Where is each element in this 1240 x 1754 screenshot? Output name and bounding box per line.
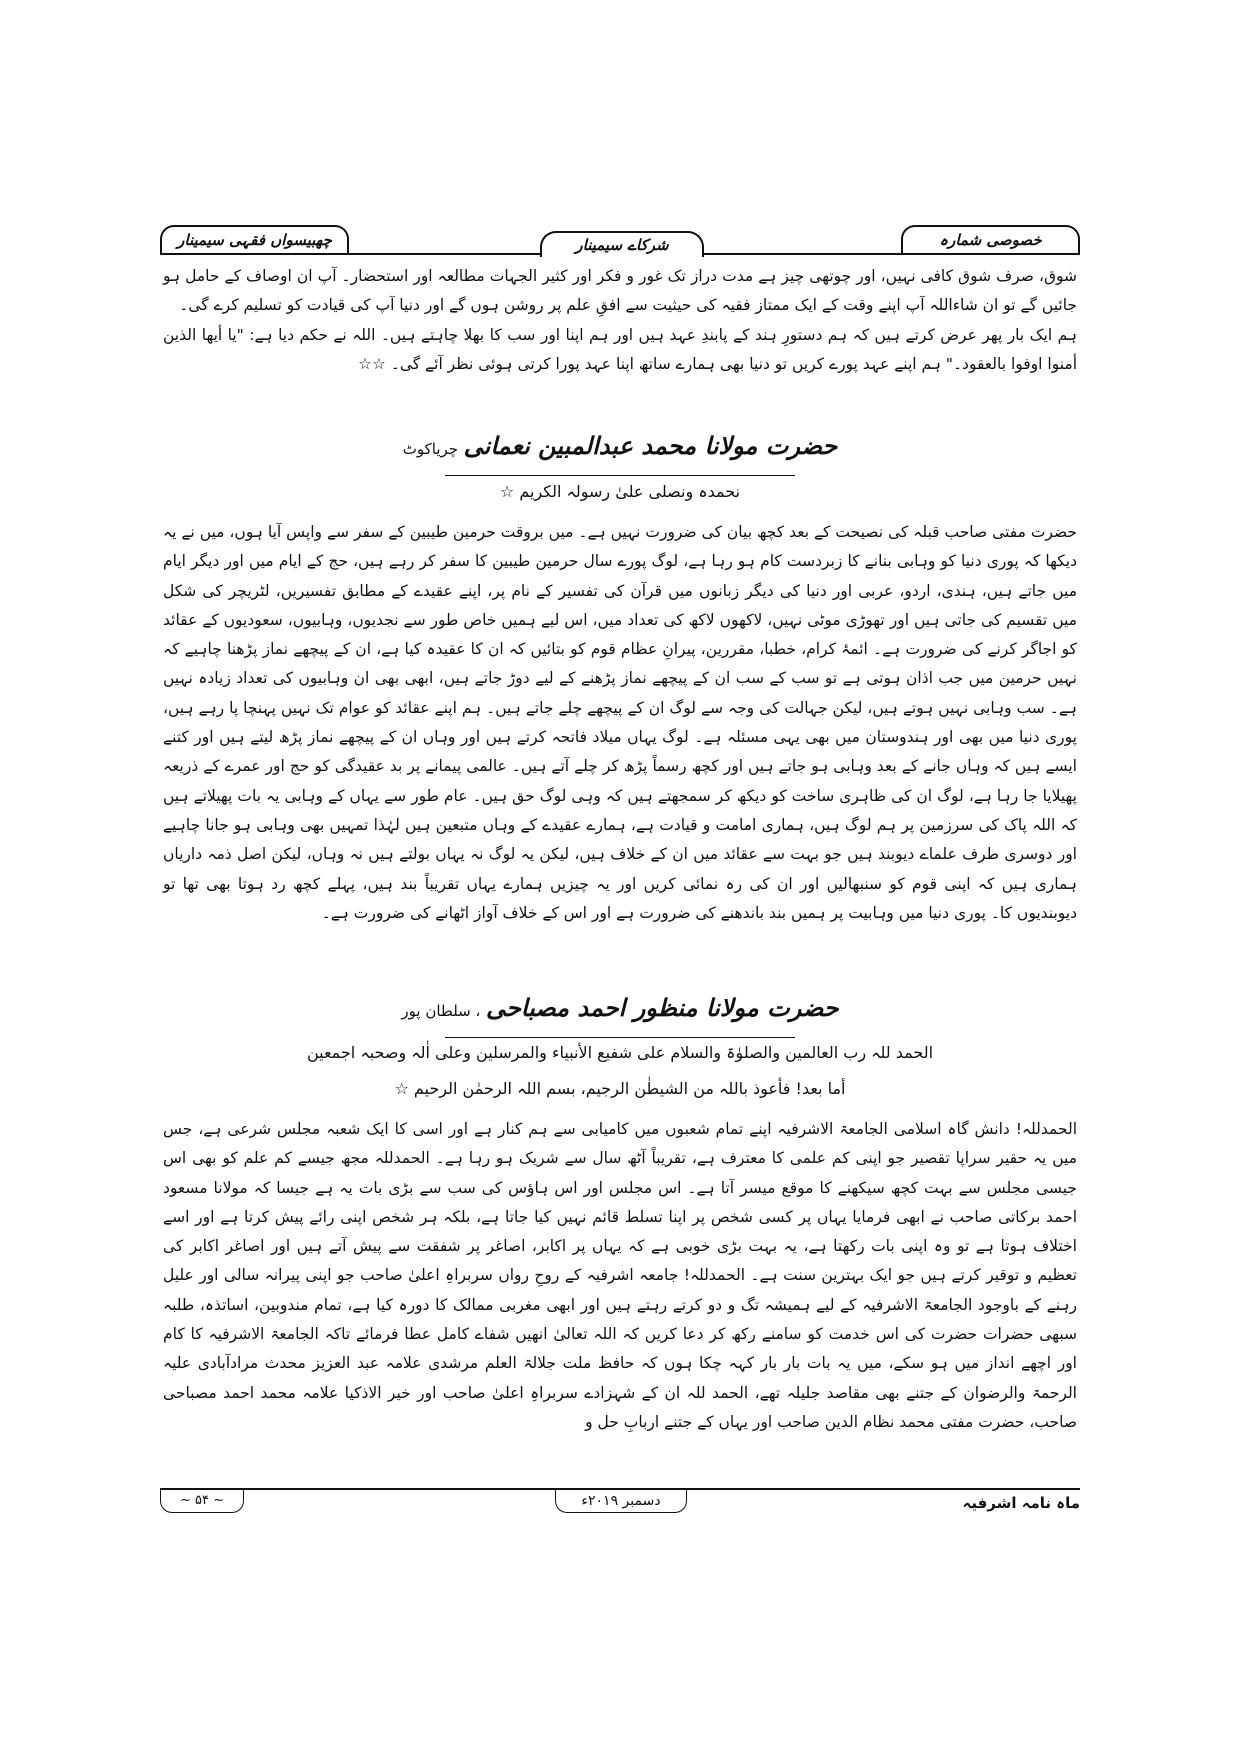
heading-rule [445,475,795,476]
magazine-title: ماہ نامہ اشرفیہ [962,1494,1080,1512]
speaker-2-invocation: الحمد للہ رب العالمین والصلوٰۃ والسلام علی شفیع الأنبیاء والمرسلین وعلی اٰلہ وصحبہ اجمعین [306,1043,934,1062]
speaker-1-name: حضرت مولانا محمد عبدالمبین نعمانی [463,432,838,460]
speaker-1-invocation: نحمدہ ونصلی علیٰ رسولہ الکریم ☆ [499,482,741,501]
speaker-2-heading [163,994,1077,1022]
paragraph: ہم ایک بار پھر عرض کرتے ہیں کہ ہم دستورِ ہند کے پابندِ عہد ہیں اور ہم اپنا اور سب کا بھلا چاہتے ہیں۔ اللہ نے حکم دیا ہے: "یا أیھا الذین أمنوا اوفوا بالعقود۔" ہم اپنے عہد پورے کریں تو دنیا بھی ہمارے ساتھ اپنا عہد پورا کرتی ہوئی نظر آئے گی۔ ☆☆ [163,325,1077,373]
page-header [160,223,1080,259]
issue-type-tab: خصوصی شمارہ [901,225,1080,253]
heading-rule [445,1037,795,1038]
page-footer [160,1488,1080,1518]
speaker-2-invocation-2: أما بعد! فأعوذ باللہ من الشیطٰن الرجیم، بسم اللہ الرحمٰن الرحیم ☆ [394,1079,846,1098]
page-number: ~ ۵۴ ~ [160,1490,244,1513]
seminar-title-tab: چھبیسواں فقہی سیمینار [160,225,349,253]
speaker-2-place: ، سلطان پور [401,1002,481,1020]
paragraph: شوق، صرف شوق کافی نہیں، اور چوتھی چیز ہے مدت دراز تک غور و فکر اور کثیر الجہات مطالعہ اور استحضار۔ آپ ان اوصاف کے حامل ہو جائیں گے تو ان شاءاللہ آپ اپنے وقت کے ایک ممتاز فقیہ کی حیثیت سے افقِ علم پر روشن ہوں گے اور دنیا آپ کی قیادت کو تسلیم کرے گی۔ [163,267,1077,315]
paragraph: حضرت مفتی صاحب قبلہ کی نصیحت کے بعد کچھ بیان کی ضرورت نہیں ہے۔ میں بروقت حرمین طیبین کے سفر سے واپس آیا ہوں، میں نے یہ دیکھا کہ پوری دنیا کو وہابی بنانے کا زبردست کام ہو رہا ہے، لوگ پورے سال حرمین طیبین کا سفر کر رہے ہیں، حج کے ایام میں اور دیگر ایام میں جاتے ہیں، ہندی، اردو، عربی اور دنیا کی دیگر زبانوں میں قرآن کی تفسیر کے نام پر، اپنے عقیدے کے مطابق تفسیریں، لٹریچر کی شکل میں تقسیم کی جاتی ہیں اور تھوڑی موٹی نہیں، لاکھوں لاکھ کی تعداد میں، اس لیے ہمیں خاص طور سے نجدیوں، وہابیوں، سعودیوں کے عقائد کو اجاگر کرنے کی ضرورت ہے۔ ائمۂ کرام، خطبا، مقررین، پیرانِ عظام قوم کو بتائیں کہ ان کا عقیدہ کیا ہے، ان کے پیچھے نماز پڑھنا چاہیے کہ نہیں حرمین میں جب اذان ہوتی ہے تو سب کے سب ان کے پیچھے نماز پڑھنے کے لیے دوڑ جاتے ہیں، ابھی بھی ان وہابیوں کی تعداد زیادہ نہیں ہے۔ سب وہابی نہیں ہوتے ہیں، لیکن جہالت کی وجہ سے لوگ ان کے پیچھے چلے جاتے ہیں۔ ہم اپنے عقائد کو عوام تک نہیں پہنچا پا رہے ہیں، پوری دنیا میں بھی اور ہندوستان میں بھی یہی مسئلہ ہے۔ لوگ یہاں میلاد فاتحہ کرتے ہیں اور وہاں ان کے پیچھے نماز پڑھ لیتے ہیں اور کتنے ایسے ہیں کہ وہاں جانے کے بعد وہابی ہو جاتے ہیں اور کچھ رسماً پڑھ کر چلے آتے ہیں۔ عالمی پیمانے پر بد عقیدگی کو حج اور عمرے کے ذریعہ پھیلایا جا رہا ہے، لوگ ان کی ظاہری ساخت کو دیکھ کر سمجھتے ہیں کہ وہی لوگ حق ہیں۔ عام طور سے یہاں کے وہابی یہ بات پھیلاتے ہیں کہ اللہ پاک کی سرزمین پر ہم لوگ ہیں، ہماری امامت و قیادت ہے، ہمارے عقیدے کے وہاں متبعین ہیں لہٰذا تمہیں بھی وہابی ہو جانا چاہیے اور دوسری طرف علماے دیوبند ہیں جو بہت سے عقائد میں ان کے خلاف ہیں، لیکن یہ لوگ نہ یہاں بولتے ہیں نہ وہاں، لیکن اصل ذمہ داریاں ہماری ہیں کہ اپنی قوم کو سنبھالیں اور ان کی رہ نمائی کریں اور یہ چیزیں ہمارے یہاں تقریباً بند ہیں، پہلے کچھ رد ہوتا بھی تھا تو دیوبندیوں کا۔ پوری دنیا میں وہابیت پر ہمیں بند باندھنے کی ضرورت ہے اور اس کے خلاف آواز اٹھانے کی ضرورت ہے۔ [163,523,1077,922]
paragraph: الحمدللہ! دانش گاہ اسلامی الجامعۃ الاشرفیہ اپنے تمام شعبوں میں کامیابی سے ہم کنار ہے اور اسی کا ایک شعبہ مجلس شرعی ہے، جس میں یہ حقیر سراپا تقصیر جو اپنی کم علمی کا معترف ہے، تقریباً آٹھ سال سے شریک ہو رہا ہے۔ الحمدللہ مجھ جیسے کم علم کو بھی اس جیسی مجلس سے بہت کچھ سیکھنے کا موقع میسر آتا ہے۔ اس مجلس اور اس ہاؤس کی سب سے بڑی بات یہ ہے جیسا کہ مولانا مسعود احمد برکاتی صاحب نے ابھی فرمایا یہاں پر کسی شخص پر اپنا تسلط قائم نہیں کیا جاتا ہے، بلکہ ہر شخص اپنی رائے پیش کرتا ہے اور اسے اختلاف ہوتا ہے تو وہ اپنی بات رکھتا ہے، یہ بہت بڑی خوبی ہے کہ یہاں پر اکابر، اصاغر پر شفقت سے پیش آتے ہیں اور اصاغر اکابر کی تعظیم و توقیر کرتے ہیں جو ایک بہترین سنت ہے۔ الحمدللہ! جامعہ اشرفیہ کے روحِ رواں سربراہِ اعلیٰ صاحب جو اپنی پیرانہ سالی اور علیل رہنے کے باوجود الجامعۃ الاشرفیہ کے لیے ہمیشہ تگ و دو کرتے رہتے ہیں اور ابھی مغربی ممالک کا دورہ کیا ہے، تمام مندوبین، اساتذہ، طلبہ سبھی حضرات حضرت کی اس خدمت کو سامنے رکھ کر دعا کریں کہ اللہ تعالیٰ انھیں شفاے کامل عطا فرمائے تاکہ الجامعۃ الاشرفیہ کا کام اور اچھے انداز میں ہو سکے، میں یہ بات بار بار کہہ چکا ہوں کہ حافظ ملت جلالۃ العلم مرشدی علامہ عبد العزیز محدث مرادآبادی علیہ الرحمۃ والرضوان کے جتنے بھی مقاصد جلیلہ تھے، الحمد للہ ان کے شہزادے سربراہِ اعلیٰ صاحب اور خیر الاذکیا علامہ محمد احمد مصباحی صاحب، حضرت مفتی محمد نظام الدین صاحب اور یہاں کے جتنے اربابِ حل و [163,1120,1078,1431]
speaker-1-place: چریاکوٹ [402,440,459,458]
section-2-text [163,518,1077,928]
issue-date: دسمبر ۲۰۱۹ء [555,1490,687,1513]
speaker-1-heading [163,432,1077,460]
section-3-text [163,1115,1077,1437]
section-1-text [163,262,1077,379]
section-tab: شرکاے سیمینار [540,231,704,257]
speaker-2-name: حضرت مولانا منظور احمد مصباحی [485,994,839,1022]
